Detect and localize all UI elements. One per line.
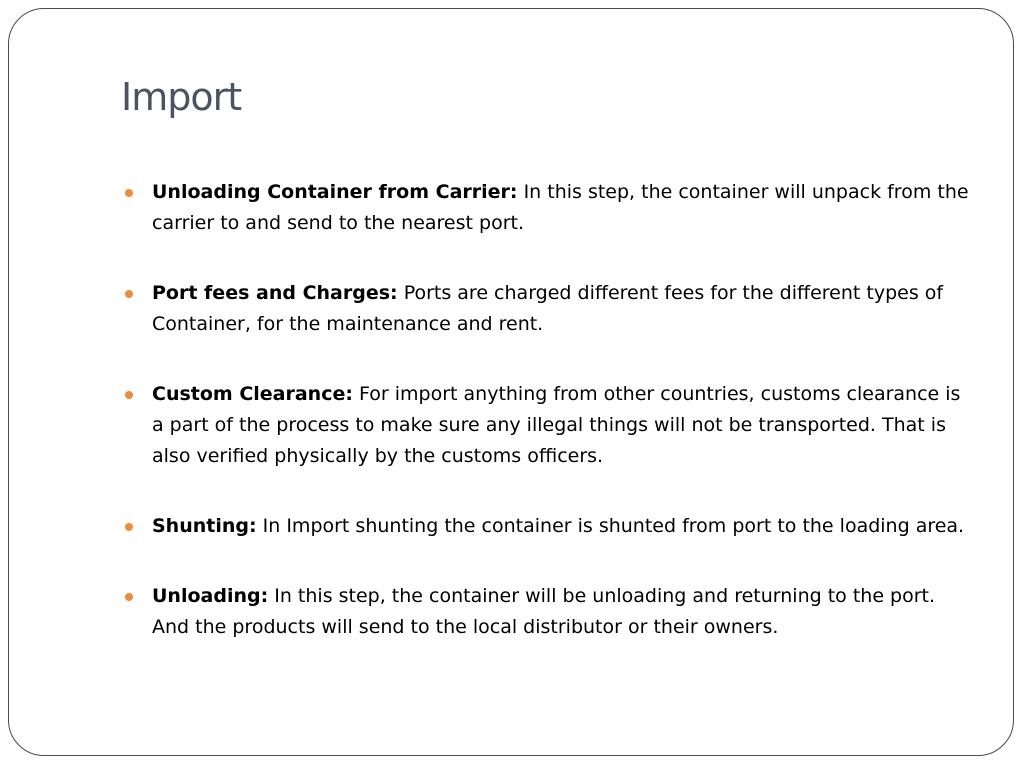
bullet-dot-icon <box>125 290 133 298</box>
bullet-text: In this step, the container will be unloading and returning to the port. And the products will send to the local distributor or their owners. <box>152 585 936 638</box>
bullet-item-unloading-container <box>125 177 975 239</box>
bullet-dot-icon <box>125 523 133 531</box>
bullet-item-port-fees <box>125 278 975 340</box>
bullet-dot-icon <box>125 391 133 399</box>
bullet-item-unloading <box>125 581 975 643</box>
slide-frame <box>8 8 1014 756</box>
bullet-text: In Import shunting the container is shunted from port to the loading area. <box>262 515 965 537</box>
bullet-text: In this step, the container will unpack from the carrier to and send to the nearest port. <box>152 181 969 234</box>
slide-title: Import <box>121 75 242 119</box>
bullet-text: For import anything from other countries, customs clearance is a part of the process to make sure any illegal things will not be transported. That is also verified physically by the customs officers. <box>152 383 961 467</box>
bullet-text: Ports are charged different fees for the different types of Container, for the maintenance and rent. <box>152 282 944 335</box>
bullet-term: Unloading: <box>152 585 269 607</box>
bullet-dot-icon <box>125 189 133 197</box>
bullet-term: Unloading Container from Carrier: <box>152 181 518 203</box>
bullet-dot-icon <box>125 593 133 601</box>
bullet-list <box>125 177 975 682</box>
bullet-term: Custom Clearance: <box>152 383 353 405</box>
bullet-item-custom-clearance <box>125 379 975 472</box>
bullet-item-shunting <box>125 511 975 542</box>
bullet-term: Port fees and Charges: <box>152 282 398 304</box>
bullet-term: Shunting: <box>152 515 257 537</box>
